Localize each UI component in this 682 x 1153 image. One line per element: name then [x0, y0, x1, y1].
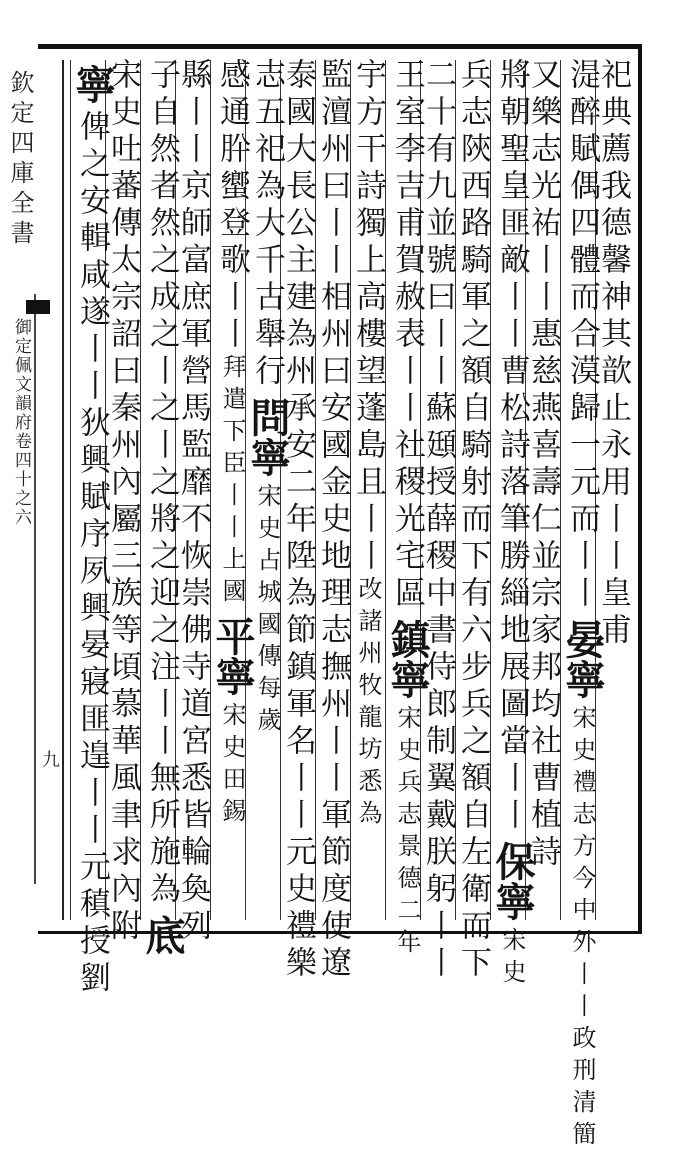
text-column [209, 58, 256, 918]
entry-headword: 保寧 [489, 841, 536, 921]
body-text: 王室李吉甫賀赦表丨丨社稷光宅區 [389, 58, 425, 613]
annotation-text: 宋史占城國傳每歲 [253, 483, 281, 739]
body-text: 祀典薦我德馨神其歆止永用丨丨皇甫 [595, 58, 631, 650]
section-title-text: 御定佩文韻府 [11, 318, 31, 432]
body-text: 宋史吐蕃傳太宗詔曰秦州內屬三族等頃慕華風聿求內附 [105, 58, 141, 946]
body-text: 泰國大長公主建為州承安二年陞為節鎮軍名丨丨元史禮樂 [280, 58, 316, 983]
text-column [139, 58, 186, 955]
body-text: 志五祀為大千古舉行 [249, 58, 285, 391]
body-text: 監澶州曰丨丨相州曰安國金史地理志撫州丨丨軍節度使遼 [315, 58, 351, 983]
body-text: 將朝聖皇匪敵丨丨曹松詩落筆勝緇地展圖當丨丨 [494, 58, 530, 835]
entry-headword: 問寧 [244, 397, 291, 477]
annotation-text: 改諸州牧龍坊悉為 [354, 576, 382, 832]
annotation-text: 宋史兵志景德二年 [393, 705, 421, 961]
text-column [559, 58, 606, 1153]
body-text: 感通肸蠁登歌丨丨 [214, 58, 250, 354]
body-text: 縣丨丨京師富庶軍營馬監靡不恢崇佛寺道宮悉皆輪奐列 [175, 58, 211, 946]
page-number: 九 [39, 750, 60, 768]
fishtail-mark [26, 300, 50, 314]
body-text: 俾之安輯咸遂丨丨狄興賦序夙興晏寢匪遑丨丨元稹授劉 [74, 110, 110, 998]
entry-headword: 平寧 [209, 616, 256, 696]
section-title [12, 318, 29, 527]
body-text: 兵志陝西路騎軍之額自騎射而下有六步兵之額自左衛而下 [455, 58, 491, 983]
volume-label: 卷四十之六 [11, 432, 31, 527]
body-text: 湜醉賦偶四體而合漠歸一元而丨丨 [564, 58, 600, 613]
frame-inner-rule [62, 60, 64, 920]
body-text: 宇方干詩獨上高樓望蓬島且丨丨 [350, 58, 386, 576]
entry-headword: 寧 [69, 64, 116, 104]
body-text: 又樂志光祐丨丨惠慈燕喜壽仁並宗家邦均社曹植詩 [525, 58, 561, 872]
text-column [315, 58, 351, 983]
annotation-text: 宋史 [498, 927, 526, 991]
text-column [489, 58, 536, 991]
body-text: 二十有九並號曰丨丨蘇頲授薛稷中書侍郎制翼戴朕躬丨丨 [420, 58, 456, 983]
body-text: 子自然者然之成之丨之丨之將之迎之注丨丨無所施為 [144, 58, 180, 909]
fold-rule [34, 294, 36, 884]
text-column [69, 58, 116, 998]
book-title: 欽定四庫全書 [6, 70, 34, 250]
text-column [455, 58, 491, 983]
text-column [384, 58, 431, 961]
column-rule [70, 60, 71, 920]
entry-headword: 晏寧 [559, 619, 606, 699]
text-column [244, 58, 291, 918]
annotation-text: 宋史田錫 [218, 702, 246, 830]
annotation-text: 宋史禮志方今中外丨丨政刑清簡 [568, 705, 596, 1153]
annotation-text: 拜遣下臣丨丨上國 [218, 354, 246, 610]
entry-headword: 鎮寧 [384, 619, 431, 699]
entry-headword: 底 [139, 915, 186, 955]
text-column [350, 58, 386, 918]
